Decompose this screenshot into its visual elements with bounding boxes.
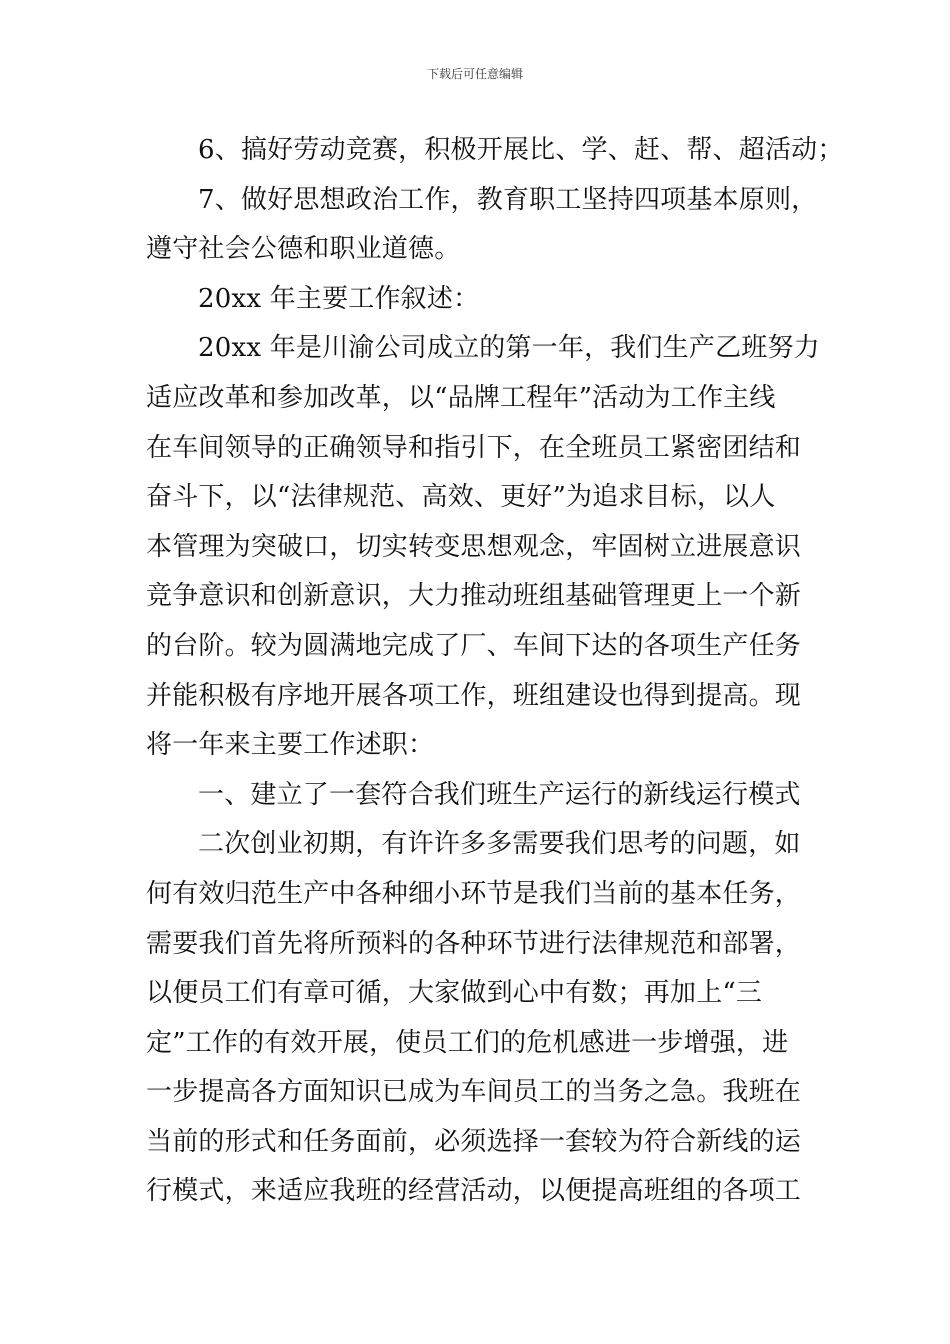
text-line: 一、建立了一套符合我们班生产运行的新线运行模式 [198,779,801,810]
text-line: 行模式，来适应我班的经营活动，以便提高班组的各项工 [146,1176,802,1207]
text-line: 20xx 年是川渝公司成立的第一年，我们生产乙班努力 [198,333,820,364]
text-line: 并能积极有序地开展各项工作，班组建设也得到提高。现 [146,680,802,711]
document-body [146,126,844,1217]
text-line: 奋斗下，以“法律规范、高效、更好”为追求目标，以人 [146,482,776,513]
text-line: 遵守社会公德和职业道德。 [146,234,461,265]
text-line: 二次创业初期，有许许多多需要我们思考的问题，如 [198,829,801,860]
text-line: 以便员工们有章可循，大家做到心中有数；再加上“三 [146,978,763,1009]
text-line: 20xx 年主要工作叙述： [198,283,480,314]
text-line: 当前的形式和任务面前，必须选择一套较为符合新线的运 [146,1126,802,1157]
text-line: 需要我们首先将所预料的各种环节进行法律规范和部署， [146,928,802,959]
text-line: 定”工作的有效开展，使员工们的危机感进一步增强，进 [146,1027,789,1058]
text-line: 适应改革和参加改革，以“品牌工程年”活动为工作主线 [146,382,776,413]
text-line: 在车间领导的正确领导和指引下，在全班员工紧密团结和 [146,432,802,463]
text-line: 本管理为突破口，切实转变思想观念，牢固树立进展意识 [146,531,802,562]
text-line: 7、做好思想政治工作，教育职工坚持四项基本原则， [198,184,818,215]
text-line: 6、搞好劳动竞赛，积极开展比、学、赶、帮、超活动； [198,135,844,165]
text-line: 竞争意识和创新意识，大力推动班组基础管理更上一个新 [146,581,802,612]
text-line: 的台阶。较为圆满地完成了厂、车间下达的各项生产任务 [146,630,802,661]
text-line: 一步提高各方面知识已成为车间员工的当务之急。我班在 [146,1077,802,1108]
text-line: 将一年来主要工作述职： [146,730,435,761]
page-header-note: 下载后可任意编辑 [426,67,523,81]
text-line: 何有效归范生产中各种细小环节是我们当前的基本任务， [146,878,802,909]
